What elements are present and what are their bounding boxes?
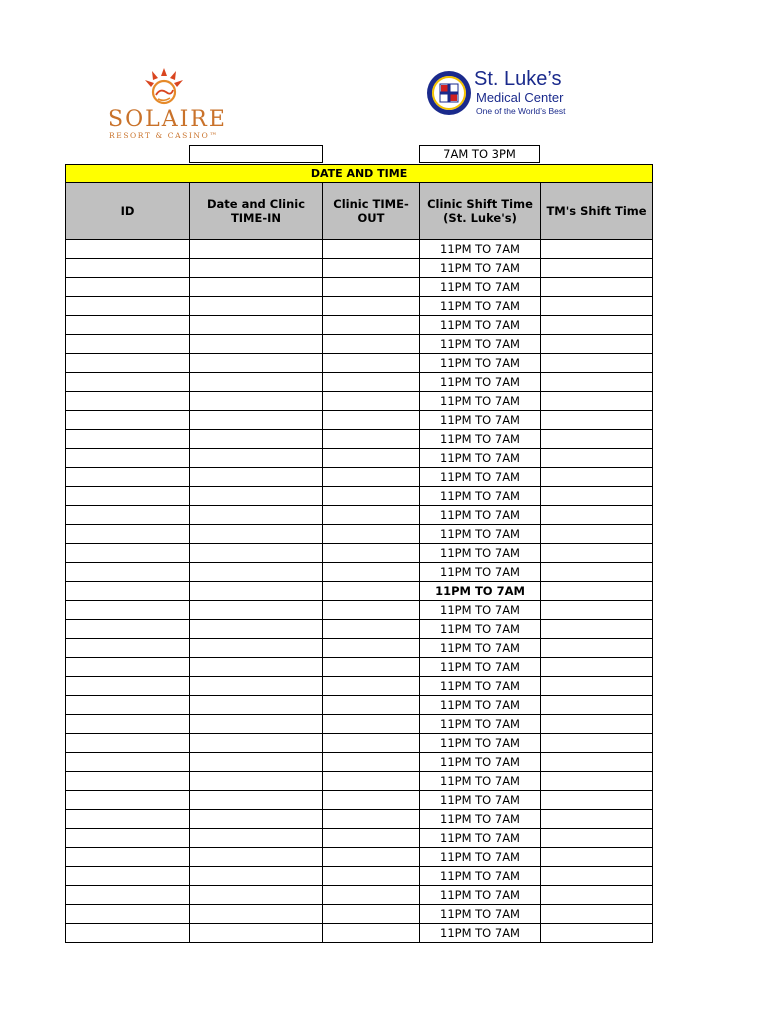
date-time-in-cell[interactable] [190,867,323,886]
time-out-cell[interactable] [323,867,420,886]
banner-row [66,165,653,183]
tm-shift-cell[interactable] [541,734,653,753]
tm-shift-cell[interactable] [541,905,653,924]
time-out-cell[interactable] [323,563,420,582]
id-cell[interactable] [66,240,190,259]
id-cell[interactable] [66,791,190,810]
table-row [66,430,653,449]
date-time-in-cell[interactable] [190,658,323,677]
tm-shift-cell[interactable] [541,544,653,563]
tm-shift-cell[interactable] [541,791,653,810]
seal-icon [426,70,472,116]
id-cell[interactable] [66,658,190,677]
id-cell[interactable] [66,544,190,563]
clinic-shift-cell: 11PM TO 7AM [420,620,541,639]
header-tm-shift: TM's Shift Time [541,183,653,240]
tm-shift-cell[interactable] [541,658,653,677]
date-time-in-cell[interactable] [190,411,323,430]
time-out-cell[interactable] [323,829,420,848]
time-out-cell[interactable] [323,677,420,696]
table-row [66,354,653,373]
time-out-cell[interactable] [323,259,420,278]
id-cell[interactable] [66,620,190,639]
table-row [66,487,653,506]
clinic-shift-cell: 11PM TO 7AM [420,848,541,867]
table-row [66,240,653,259]
id-cell[interactable] [66,582,190,601]
clinic-shift-cell: 11PM TO 7AM [420,525,541,544]
id-cell[interactable] [66,867,190,886]
clinic-shift-cell: 11PM TO 7AM [420,924,541,943]
clinic-shift-cell: 11PM TO 7AM [420,677,541,696]
table-row [66,791,653,810]
id-cell[interactable] [66,886,190,905]
clinic-shift-cell: 11PM TO 7AM [420,278,541,297]
tm-shift-cell[interactable] [541,867,653,886]
solaire-logo [108,68,248,140]
id-cell[interactable] [66,449,190,468]
table-row [66,506,653,525]
clinic-shift-cell: 11PM TO 7AM [420,658,541,677]
date-time-in-cell[interactable] [190,449,323,468]
date-time-in-cell[interactable] [190,563,323,582]
time-out-cell[interactable] [323,696,420,715]
clinic-shift-cell: 11PM TO 7AM [420,392,541,411]
date-time-in-cell[interactable] [190,677,323,696]
header-row [66,183,653,240]
table-row [66,886,653,905]
time-out-cell[interactable] [323,392,420,411]
time-out-cell[interactable] [323,848,420,867]
clinic-shift-cell: 11PM TO 7AM [420,715,541,734]
table-row [66,829,653,848]
tm-shift-cell[interactable] [541,620,653,639]
id-cell[interactable] [66,772,190,791]
table-row [66,392,653,411]
tm-shift-cell[interactable] [541,354,653,373]
table-row [66,335,653,354]
header-time-out: Clinic TIME-OUT [323,183,420,240]
table-row [66,525,653,544]
id-cell[interactable] [66,487,190,506]
table-row [66,639,653,658]
tm-shift-cell[interactable] [541,259,653,278]
date-time-in-cell[interactable] [190,924,323,943]
top-left-input-cell[interactable] [189,145,323,163]
table-row [66,563,653,582]
clinic-shift-cell: 11PM TO 7AM [420,487,541,506]
tm-shift-cell[interactable] [541,829,653,848]
date-time-in-cell[interactable] [190,240,323,259]
clinic-shift-cell: 11PM TO 7AM [420,867,541,886]
clinic-shift-cell: 11PM TO 7AM [420,468,541,487]
solaire-subtitle: RESORT & CASINO™ [109,131,219,140]
tm-shift-cell[interactable] [541,240,653,259]
st-lukes-tagline: One of the World’s Best [476,106,566,116]
clinic-shift-cell: 11PM TO 7AM [420,411,541,430]
header-clinic-shift: Clinic Shift Time (St. Luke's) [420,183,541,240]
date-time-in-cell[interactable] [190,335,323,354]
date-time-in-cell[interactable] [190,791,323,810]
date-time-in-cell[interactable] [190,753,323,772]
time-out-cell[interactable] [323,715,420,734]
clinic-shift-cell: 11PM TO 7AM [420,449,541,468]
tm-shift-cell[interactable] [541,696,653,715]
tm-shift-cell[interactable] [541,411,653,430]
time-out-cell[interactable] [323,468,420,487]
table-row [66,905,653,924]
time-out-cell[interactable] [323,335,420,354]
date-time-in-cell[interactable] [190,696,323,715]
date-time-in-cell[interactable] [190,430,323,449]
time-out-cell[interactable] [323,278,420,297]
time-out-cell[interactable] [323,430,420,449]
st-lukes-center: Medical Center [476,90,564,105]
time-out-cell[interactable] [323,449,420,468]
clinic-shift-cell: 11PM TO 7AM [420,886,541,905]
clinic-shift-cell: 11PM TO 7AM [420,373,541,392]
id-cell[interactable] [66,411,190,430]
table-row [66,658,653,677]
clinic-shift-cell: 11PM TO 7AM [420,563,541,582]
time-out-cell[interactable] [323,373,420,392]
date-time-in-cell[interactable] [190,905,323,924]
time-out-cell[interactable] [323,316,420,335]
id-cell[interactable] [66,753,190,772]
clinic-shift-cell: 11PM TO 7AM [420,772,541,791]
tm-shift-cell[interactable] [541,886,653,905]
clinic-shift-cell: 11PM TO 7AM [420,544,541,563]
tm-shift-cell[interactable] [541,335,653,354]
id-cell[interactable] [66,297,190,316]
table-row [66,582,653,601]
tm-shift-cell[interactable] [541,848,653,867]
tm-shift-cell[interactable] [541,506,653,525]
time-out-cell[interactable] [323,582,420,601]
tm-shift-cell[interactable] [541,582,653,601]
id-cell[interactable] [66,468,190,487]
time-out-cell[interactable] [323,601,420,620]
time-out-cell[interactable] [323,506,420,525]
table-row [66,259,653,278]
time-out-cell[interactable] [323,734,420,753]
tm-shift-cell[interactable] [541,316,653,335]
date-time-in-cell[interactable] [190,772,323,791]
tm-shift-cell[interactable] [541,278,653,297]
clinic-shift-cell: 11PM TO 7AM [420,734,541,753]
time-out-cell[interactable] [323,658,420,677]
date-time-in-cell[interactable] [190,810,323,829]
clinic-shift-cell: 11PM TO 7AM [420,354,541,373]
date-time-in-cell[interactable] [190,715,323,734]
header-id: ID [66,183,190,240]
table-row [66,316,653,335]
id-cell[interactable] [66,316,190,335]
table-row [66,810,653,829]
tm-shift-cell[interactable] [541,525,653,544]
st-lukes-name: St. Luke’s [474,68,562,90]
table-row [66,753,653,772]
date-time-in-cell[interactable] [190,468,323,487]
schedule-table [65,164,653,943]
id-cell[interactable] [66,335,190,354]
id-cell[interactable] [66,848,190,867]
date-time-in-cell[interactable] [190,354,323,373]
time-out-cell[interactable] [323,810,420,829]
id-cell[interactable] [66,715,190,734]
tm-shift-cell[interactable] [541,772,653,791]
date-time-in-cell[interactable] [190,620,323,639]
clinic-shift-cell: 11PM TO 7AM [420,791,541,810]
date-time-in-cell[interactable] [190,639,323,658]
clinic-shift-cell: 11PM TO 7AM [420,810,541,829]
table-row [66,278,653,297]
id-cell[interactable] [66,829,190,848]
time-out-cell[interactable] [323,525,420,544]
id-cell[interactable] [66,354,190,373]
date-time-in-cell[interactable] [190,278,323,297]
time-out-cell[interactable] [323,297,420,316]
date-time-in-cell[interactable] [190,316,323,335]
id-cell[interactable] [66,677,190,696]
clinic-shift-cell: 11PM TO 7AM [420,430,541,449]
time-out-cell[interactable] [323,639,420,658]
table-row [66,601,653,620]
id-cell[interactable] [66,810,190,829]
time-out-cell[interactable] [323,487,420,506]
clinic-shift-cell: 11PM TO 7AM [420,905,541,924]
id-cell[interactable] [66,924,190,943]
solaire-wordmark: SOLAIRE [108,107,227,132]
time-out-cell[interactable] [323,905,420,924]
date-time-in-cell[interactable] [190,487,323,506]
tm-shift-cell[interactable] [541,297,653,316]
table-row [66,924,653,943]
id-cell[interactable] [66,392,190,411]
id-cell[interactable] [66,506,190,525]
id-cell[interactable] [66,563,190,582]
time-out-cell[interactable] [323,924,420,943]
id-cell[interactable] [66,905,190,924]
tm-shift-cell[interactable] [541,677,653,696]
clinic-shift-cell: 11PM TO 7AM [420,639,541,658]
header-date-time-in: Date and Clinic TIME-IN [190,183,323,240]
date-time-in-cell[interactable] [190,373,323,392]
tm-shift-cell[interactable] [541,449,653,468]
st-lukes-logo [426,68,576,124]
clinic-shift-cell: 11PM TO 7AM [420,582,541,601]
id-cell[interactable] [66,278,190,297]
time-out-cell[interactable] [323,791,420,810]
time-out-cell[interactable] [323,411,420,430]
id-cell[interactable] [66,639,190,658]
date-time-in-cell[interactable] [190,829,323,848]
date-time-in-cell[interactable] [190,601,323,620]
date-time-in-cell[interactable] [190,259,323,278]
tm-shift-cell[interactable] [541,487,653,506]
table-row [66,696,653,715]
clinic-shift-cell: 11PM TO 7AM [420,316,541,335]
tm-shift-cell[interactable] [541,468,653,487]
date-and-time-banner: DATE AND TIME [66,165,653,183]
tm-shift-cell[interactable] [541,924,653,943]
clinic-shift-cell: 11PM TO 7AM [420,259,541,278]
id-cell[interactable] [66,734,190,753]
table-row [66,468,653,487]
time-out-cell[interactable] [323,354,420,373]
time-out-cell[interactable] [323,753,420,772]
id-cell[interactable] [66,430,190,449]
table-row [66,867,653,886]
table-row [66,411,653,430]
clinic-shift-cell: 11PM TO 7AM [420,601,541,620]
id-cell[interactable] [66,601,190,620]
tm-shift-cell[interactable] [541,810,653,829]
table-row [66,297,653,316]
id-cell[interactable] [66,259,190,278]
date-time-in-cell[interactable] [190,734,323,753]
tm-shift-cell[interactable] [541,373,653,392]
table-row [66,734,653,753]
clinic-shift-cell: 11PM TO 7AM [420,506,541,525]
date-time-in-cell[interactable] [190,848,323,867]
id-cell[interactable] [66,696,190,715]
table-row [66,677,653,696]
tm-shift-cell[interactable] [541,430,653,449]
clinic-shift-cell: 11PM TO 7AM [420,753,541,772]
date-time-in-cell[interactable] [190,544,323,563]
table-row [66,715,653,734]
date-time-in-cell[interactable] [190,886,323,905]
id-cell[interactable] [66,525,190,544]
clinic-shift-cell: 11PM TO 7AM [420,240,541,259]
table-row [66,848,653,867]
tm-shift-cell[interactable] [541,392,653,411]
date-time-in-cell[interactable] [190,525,323,544]
shift-cell: 7AM TO 3PM [419,145,540,163]
table-row [66,373,653,392]
clinic-shift-cell: 11PM TO 7AM [420,297,541,316]
sun-icon [144,68,184,110]
clinic-shift-cell: 11PM TO 7AM [420,829,541,848]
time-out-cell[interactable] [323,772,420,791]
date-time-in-cell[interactable] [190,297,323,316]
table-row [66,620,653,639]
date-time-in-cell[interactable] [190,506,323,525]
time-out-cell[interactable] [323,620,420,639]
time-out-cell[interactable] [323,544,420,563]
tm-shift-cell[interactable] [541,715,653,734]
time-out-cell[interactable] [323,886,420,905]
tm-shift-cell[interactable] [541,601,653,620]
clinic-shift-cell: 11PM TO 7AM [420,696,541,715]
table-row [66,449,653,468]
tm-shift-cell[interactable] [541,639,653,658]
table-row [66,544,653,563]
tm-shift-cell[interactable] [541,563,653,582]
table-row [66,772,653,791]
date-time-in-cell[interactable] [190,582,323,601]
clinic-shift-cell: 11PM TO 7AM [420,335,541,354]
tm-shift-cell[interactable] [541,753,653,772]
time-out-cell[interactable] [323,240,420,259]
date-time-in-cell[interactable] [190,392,323,411]
id-cell[interactable] [66,373,190,392]
